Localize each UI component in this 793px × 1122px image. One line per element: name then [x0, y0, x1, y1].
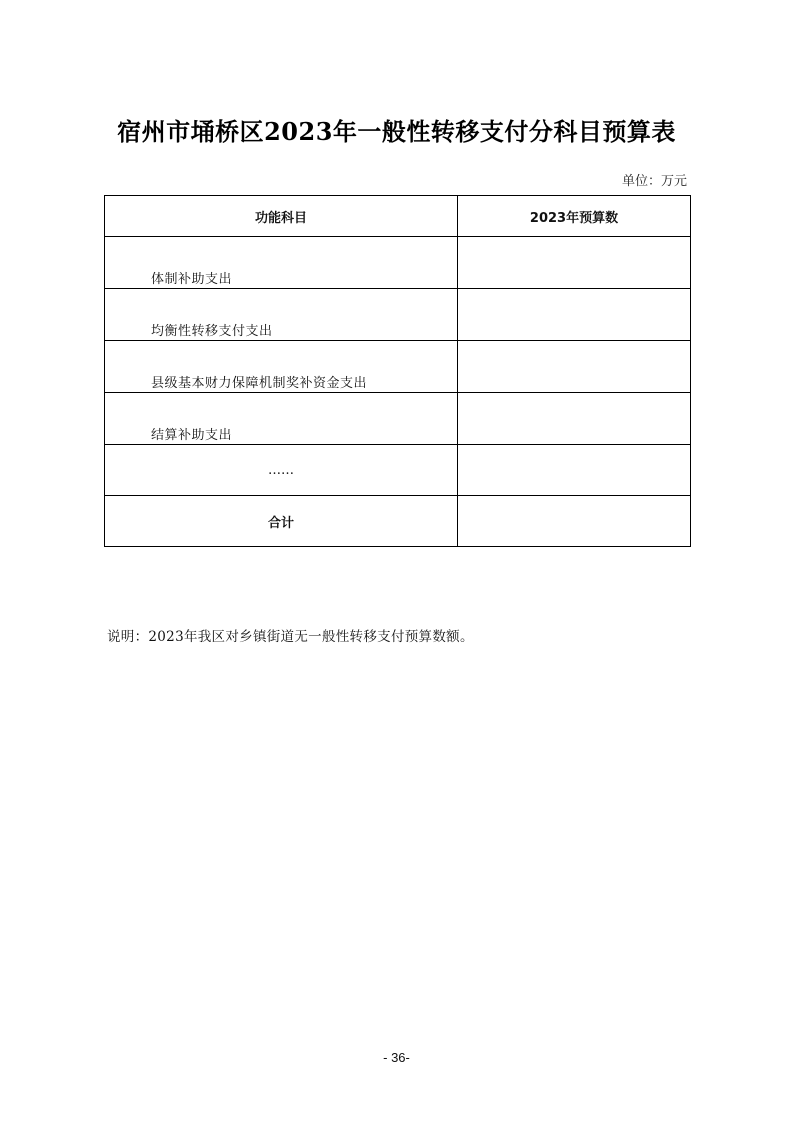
- table-header-row: [105, 196, 691, 237]
- header-amount: 2023年预算数: [458, 196, 691, 237]
- page-title: 宿州市埇桥区2023年一般性转移支付分科目预算表: [117, 117, 676, 146]
- total-label: 合计: [105, 496, 458, 547]
- row-subject: 县级基本财力保障机制奖补资金支出: [105, 341, 458, 393]
- table-row: [105, 289, 691, 341]
- explanatory-note: 说明：2023年我区对乡镇街道无一般性转移支付预算数额。: [107, 629, 474, 645]
- table-row: [105, 341, 691, 393]
- table-row: [105, 237, 691, 289]
- total-amount: [458, 496, 691, 547]
- row-subject: 均衡性转移支付支出: [105, 289, 458, 341]
- table-total-row: [105, 496, 691, 547]
- page-number: - 36-: [383, 1050, 410, 1065]
- row-amount: [458, 237, 691, 289]
- row-ellipsis: ……: [105, 445, 458, 496]
- row-subject: 结算补助支出: [105, 393, 458, 445]
- table-row: [105, 445, 691, 496]
- row-subject: 体制补助支出: [105, 237, 458, 289]
- unit-label: 单位：万元: [621, 174, 687, 189]
- row-amount: [458, 393, 691, 445]
- table-row: [105, 393, 691, 445]
- row-amount: [458, 289, 691, 341]
- header-subject: 功能科目: [105, 196, 458, 237]
- budget-table: [104, 195, 691, 547]
- row-amount: [458, 341, 691, 393]
- row-amount: [458, 445, 691, 496]
